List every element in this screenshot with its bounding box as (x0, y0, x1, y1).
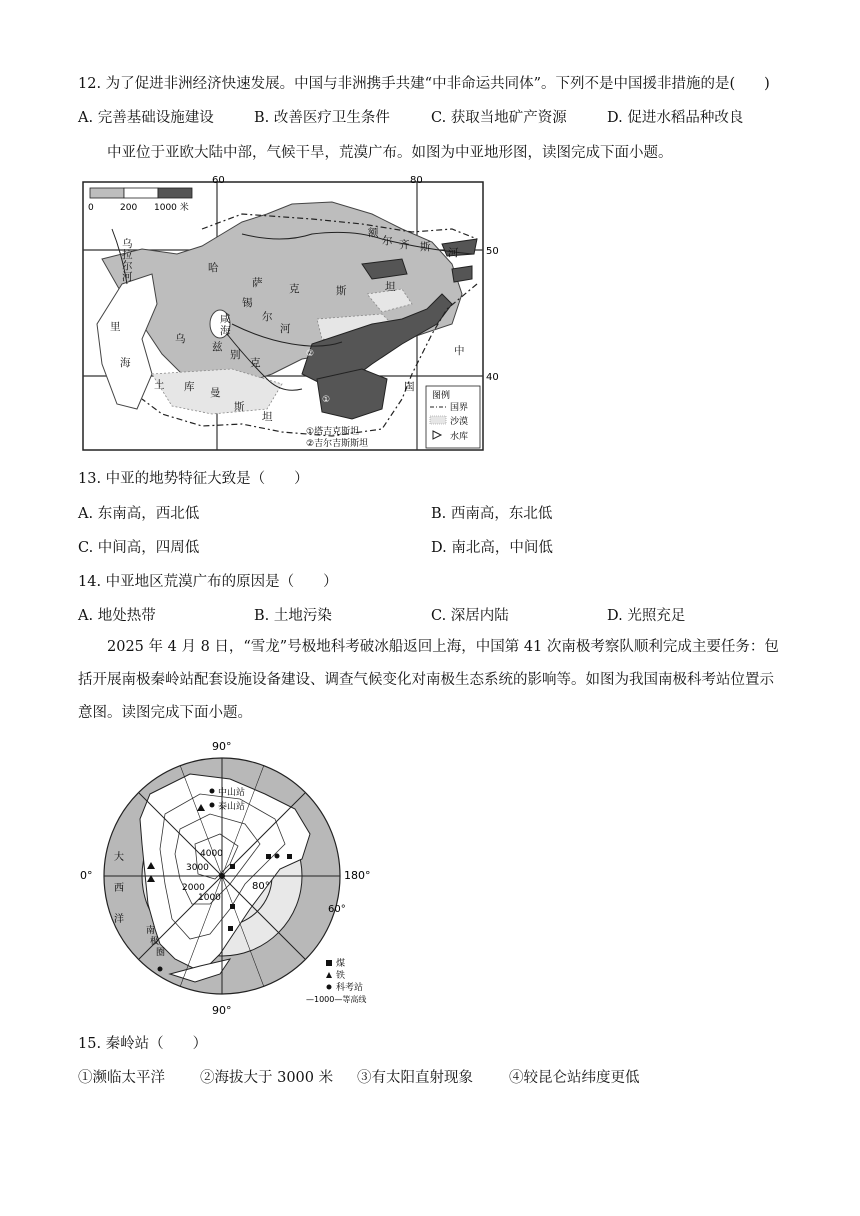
legend-contour: —1000—等高线 (306, 995, 367, 1004)
intro-antarctic: 2025 年 4 月 8 日，“雪龙”号极地科考破冰船返回上海，中国第 41 次南极考察队顺利完成主要任务：包括开展南极秦岭站配套设施设备建设、调查气候变化对南极生态系统的影响等。如图为我国南极科考站位置示意图。读图完成下面小题。 (78, 639, 779, 721)
lon-label-60: 60 (212, 175, 225, 186)
q12-stem: 12. 为了促进非洲经济快速发展。中国与非洲携手共建“中非命运共同体”。下列不是中国援非措施的是( ) (78, 76, 770, 92)
ural-char-3: 尔 (122, 260, 133, 272)
aral-char-2: 海 (220, 325, 231, 337)
lat-label-60: 60° (328, 904, 346, 915)
q12-option-a: A. 完善基础设施建设 (78, 110, 214, 126)
turk-char-1: 土 (154, 379, 165, 391)
lat-label-80: 80° (252, 881, 270, 892)
china-char-1: 中 (454, 345, 465, 357)
lat-label-50: 50 (486, 246, 499, 257)
ocean-char-1: 大 (114, 852, 124, 863)
taishan-station-label: 泰山站 (218, 802, 246, 812)
antarctica-map (80, 734, 380, 1020)
q12-option-d: D. 促进水稻品种改良 (607, 110, 744, 126)
caspian-char-1: 里 (110, 321, 121, 333)
ural-char-1: 乌 (122, 238, 133, 250)
legend-border: 国界 (450, 403, 469, 413)
q12-option-c: C. 获取当地矿产资源 (431, 110, 567, 126)
uzb-char-1: 乌 (175, 333, 186, 345)
note-kyrgyzstan: ②吉尔吉斯斯坦 (306, 439, 369, 449)
legend-coal: 煤 (336, 959, 346, 969)
contour-3000: 3000 (186, 863, 209, 873)
turk-char-3: 曼 (210, 387, 221, 399)
ural-char-2: 拉 (122, 249, 133, 261)
irt-char-2: 尔 (382, 235, 393, 247)
circle-char-3: 圈 (156, 948, 166, 958)
turk-char-2: 库 (184, 381, 195, 393)
contour-2000: 2000 (182, 883, 205, 893)
q15-stem: 15. 秦岭站（ ） (78, 1036, 208, 1052)
note-tajikistan: ①塔吉克斯坦 (306, 427, 360, 437)
irt-char-1: 额 (368, 227, 379, 239)
legend-title: 图例 (432, 391, 451, 401)
syr-char-2: 尔 (262, 311, 273, 323)
circle-mark-2: ② (306, 349, 315, 359)
q14-option-a: A. 地处热带 (78, 608, 156, 624)
circle-char-2: 极 (150, 937, 160, 947)
kaz-char-4: 斯 (336, 285, 347, 297)
uzb-char-4: 克 (250, 357, 261, 369)
syr-char-3: 河 (280, 323, 291, 335)
q15-option-3: ③有太阳直射现象 (357, 1070, 473, 1086)
ocean-char-2: 西 (114, 883, 124, 894)
central-asia-map (82, 174, 500, 452)
q14-option-d: D. 光照充足 (607, 608, 686, 624)
uzb-char-3: 别 (230, 349, 241, 361)
irt-char-3: 齐 (399, 239, 410, 251)
scale-label-1000: 1000 米 (154, 203, 189, 213)
zhongshan-station-label: 中山站 (218, 788, 246, 798)
q14-option-c: C. 深居内陆 (431, 608, 509, 624)
q13-option-d: D. 南北高，中间低 (431, 540, 553, 556)
uzb-char-2: 兹 (212, 341, 223, 353)
irt-char-4: 斯 (420, 241, 431, 253)
circle-char-1: 南 (146, 926, 156, 936)
circle-mark-1: ① (322, 395, 331, 405)
china-char-2: 国 (404, 381, 415, 393)
legend-iron: 铁 (336, 971, 346, 981)
ocean-char-3: 洋 (114, 914, 124, 925)
legend-station: 科考站 (336, 983, 364, 993)
lon-label-bottom: 90° (212, 1004, 232, 1017)
caspian-char-2: 海 (120, 357, 131, 369)
q14-stem: 14. 中亚地区荒漠广布的原因是（ ） (78, 574, 338, 590)
turk-char-4: 斯 (234, 401, 245, 413)
kaz-char-1: 哈 (208, 262, 219, 274)
q13-option-b: B. 西南高，东北低 (431, 506, 553, 522)
contour-1000: 1000 (198, 893, 221, 903)
contour-4000: 4000 (200, 849, 223, 859)
lon-label-left: 0° (80, 869, 93, 882)
q13-stem: 13. 中亚的地势特征大致是（ ） (78, 471, 309, 487)
legend-reservoir: 水库 (450, 432, 469, 442)
aral-char-1: 咸 (220, 313, 231, 325)
q15-option-2: ②海拔大于 3000 米 (200, 1070, 334, 1086)
q14-option-b: B. 土地污染 (254, 608, 332, 624)
lat-label-40: 40 (486, 372, 499, 383)
legend-desert: 沙漠 (450, 417, 469, 427)
lon-label-top: 90° (212, 740, 232, 753)
ural-char-4: 河 (122, 271, 133, 283)
intro-central-asia: 中亚位于亚欧大陆中部，气候干旱，荒漠广布。如图为中亚地形图，读图完成下面小题。 (107, 145, 673, 161)
scale-label-200: 200 (120, 203, 138, 213)
q15-option-1: ①濒临太平洋 (78, 1070, 165, 1086)
lon-label-80: 80 (410, 175, 423, 186)
irt-char-5: 河 (448, 247, 459, 259)
scale-label-0: 0 (88, 203, 94, 213)
kaz-char-5: 坦 (385, 281, 396, 293)
q12-option-b: B. 改善医疗卫生条件 (254, 110, 390, 126)
q13-option-c: C. 中间高，四周低 (78, 540, 200, 556)
q15-option-4: ④较昆仑站纬度更低 (509, 1070, 640, 1086)
turk-char-5: 坦 (262, 411, 273, 423)
lon-label-right: 180° (344, 869, 371, 882)
q13-option-a: A. 东南高，西北低 (78, 506, 200, 522)
syr-char-1: 锡 (242, 297, 253, 309)
kaz-char-3: 克 (289, 283, 300, 295)
kaz-char-2: 萨 (252, 277, 263, 289)
